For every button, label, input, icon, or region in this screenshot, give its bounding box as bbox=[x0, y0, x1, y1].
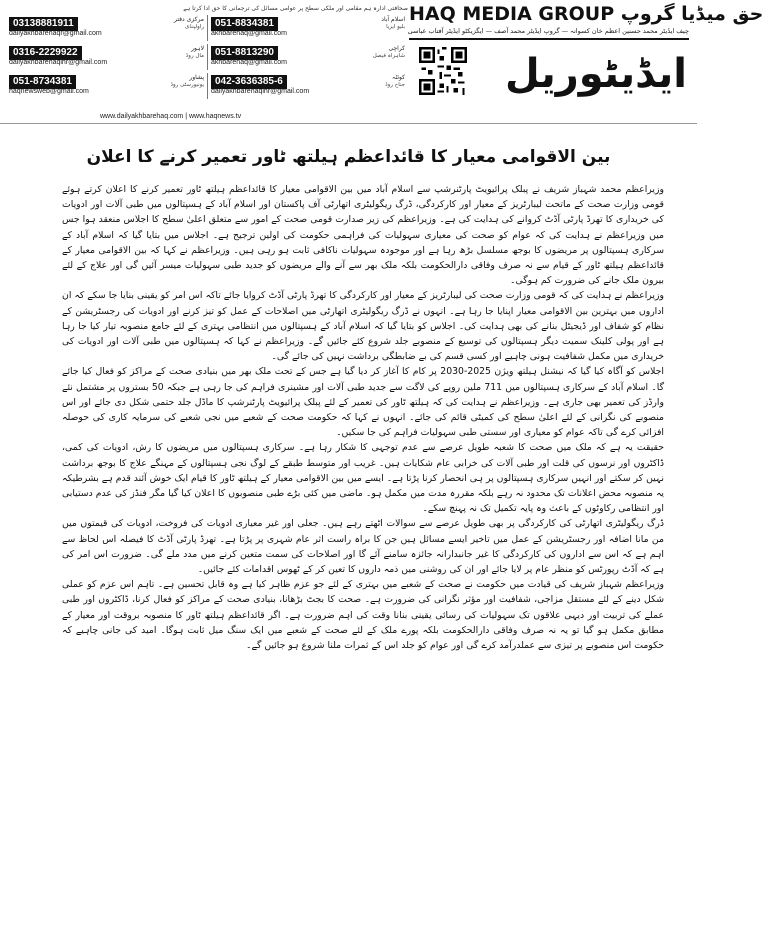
contact-phone: 051-8813290 bbox=[211, 46, 278, 60]
contact-row bbox=[6, 44, 408, 70]
body-paragraph: وزیراعظم نے ہدایت کی کہ قومی وزارت صحت کی لیبارٹریز کے معیار اور کارکردگی کا تھرڈ پارٹی آڈٹ کروایا جائے تاکہ اس امر کو یقینی بنایا جا سکے کہ ان اداروں میں بہترین بین الاقوامی معیار اپنایا جا رہا ہے۔ انہوں نے ڈرگ ریگولیٹری اتھارٹی میں اصلاحات کے عمل کو تیز کرنے اور ادویات کی رجسٹریشن کے نظام کو شفاف اور ڈیجیٹل بنانے کی بھی ہدایت کی۔ اجلاس کو بتایا گیا کہ اسلام آباد کے ہسپتالوں میں انتظامی بہتری کے لئے جامع منصوبہ تیار کیا جا رہا ہے اور پولی کلینک سمیت دیگر ہسپتالوں کی توسیع کے منصوبے جلد شروع کئے جائیں گے۔ وزیراعظم نے کہا کہ ہسپتالوں میں طبی آلات اور ادویات کی خریداری میں مکمل شفافیت ہونی چاہیے اور کسی قسم کی بے ضابطگی برداشت نہیں کی جائے گی۔ bbox=[62, 290, 664, 363]
contacts-block bbox=[6, 4, 408, 99]
contact-city: مرکزی دفتر bbox=[174, 16, 204, 23]
brand-block bbox=[407, 3, 763, 121]
body-paragraph: وزیراعظم محمد شہباز شریف نے پبلک پرائیویٹ پارٹنرشپ سے اسلام آباد میں بین الاقوامی معیار کا قائداعظم ہیلتھ ٹاور تعمیر کرنے کا اعلان کرتے ہوئے قومی وزارت صحت کے ماتحت لیبارٹریز کے معیار اور کارکردگی، ڈرگ ریگولیٹری اتھارٹی آف پاکستان اور اسلام آباد کے ہسپتالوں میں طبی آلات اور ادویات کی خریداری کا تھرڈ پارٹی آڈٹ کروانے کی ہدایت کی ہے۔ وزیراعظم کی زیر صدارت قومی صحت کے امور سے متعلق اعلیٰ سطح کا اجلاس منعقد ہوا جس میں وزیراعظم نے ہدایت کی کہ عوام کو صحت کی معیاری سہولیات کی فراہمی حکومت کی اولین ترجیح ہے۔ اجلاس میں بتایا گیا کہ اسلام آباد کے سرکاری ہسپتالوں پر مریضوں کا بوجھ مسلسل بڑھ رہا ہے اور موجودہ سہولیات ناکافی ثابت ہو رہی ہیں۔ وزیراعظم نے کہا کہ بین الاقوامی معیار کے قائداعظم ہیلتھ ٹاور کے قیام سے نہ صرف وفاقی دارالحکومت بلکہ ملک بھر سے آنے والے مریضوں کو جدید طبی سہولیات میسر آئیں گی اور علاج کے لئے بیرون ملک جانے کی ضرورت کم ہوگی۔ bbox=[62, 184, 664, 287]
contact-city: کراچی bbox=[388, 45, 405, 52]
contact-city: لاہور bbox=[191, 45, 204, 52]
contact-address: مال روڈ bbox=[185, 53, 204, 59]
contact-address: راولپنڈی bbox=[184, 24, 204, 30]
contact-city: پشاور bbox=[189, 74, 204, 81]
contact-address: جناح روڈ bbox=[385, 82, 405, 88]
contact-email: akhbarehaq@gmail.com bbox=[211, 30, 287, 37]
contact-cell bbox=[6, 44, 207, 70]
contact-email: haqnewsweb@gmail.com bbox=[9, 88, 89, 95]
contact-address: بلیو ایریا bbox=[386, 24, 405, 30]
body-paragraph: وزیراعظم شہباز شریف کی قیادت میں حکومت نے صحت کے شعبے میں بہتری کے لئے جو عزم ظاہر کیا ہے وہ قابل تحسین ہے۔ تاہم اس عزم کو عملی شکل دینے کے لئے مستقل مزاجی، شفافیت اور مؤثر نگرانی کی ضرورت ہے۔ صحت کا بجٹ بڑھانا، بنیادی صحت کے مراکز کو فعال کرنا، ڈاکٹروں اور طبی عملے کی تربیت اور دیہی علاقوں تک سہولیات کی رسائی یقینی بنانا وقت کی اہم ضرورت ہے۔ اگر قائداعظم ہیلتھ ٹاور کا منصوبہ بروقت اور معیار کے مطابق مکمل ہو گیا تو یہ نہ صرف وفاقی دارالحکومت بلکہ پورے ملک کے لئے صحت کے شعبے میں ایک سنگ میل ثابت ہوگا۔ امید کی جانی چاہیے کہ حکومت اس منصوبے پر تیزی سے عملدرآمد کرے گی اور عوام کو جلد اس کے ثمرات ملنا شروع ہو جائیں گے۔ bbox=[62, 579, 664, 652]
contact-phone: 042-3636385-6 bbox=[211, 75, 287, 89]
contact-address: یونیورسٹی روڈ bbox=[170, 82, 204, 88]
contact-email: akhbarehaq@gmail.com bbox=[211, 59, 287, 66]
contact-city: کوئٹہ bbox=[392, 74, 405, 81]
contact-city: اسلام آباد bbox=[381, 16, 405, 23]
contact-cell bbox=[207, 15, 408, 41]
contact-cell bbox=[207, 73, 408, 99]
contact-address: شاہراہ فیصل bbox=[372, 53, 405, 59]
contact-phone: 0316-2229922 bbox=[9, 46, 82, 60]
contact-email: dailyakhbarehaqlhr@gmail.com bbox=[9, 59, 108, 66]
body-paragraph: اجلاس کو آگاہ کیا گیا کہ نیشنل ہیلتھ ویژن 2025-2030 پر کام کا آغاز کر دیا گیا ہے جس کے تحت ملک بھر میں بنیادی صحت کے مراکز کو فعال کیا جائے گا۔ اسلام آباد کے سرکاری ہسپتالوں میں 711 ملین روپے کی لاگت سے جدید طبی آلات اور مشینری فراہم کی جا رہی ہے جبکہ 50 بستروں پر مشتمل نئے وارڈز کی تعمیر بھی جاری ہے۔ وزیراعظم نے ہدایت کی کہ ہیلتھ ٹاور کی تعمیر کے لئے پبلک پرائیویٹ پارٹنرشپ کا ماڈل جلد حتمی شکل دی جائے اور اس منصوبے کی نگرانی کے لئے اعلیٰ سطح کی کمیٹی قائم کی جائے۔ انہوں نے کہا کہ حکومت صحت کے شعبے میں نجی شعبے کی سرمایہ کاری کی حوصلہ افزائی کرے گی تاکہ عوام کو معیاری اور سستی طبی سہولیات فراہم کی جا سکیں۔ bbox=[62, 366, 664, 439]
editorial-headline: بین الاقوامی معیار کا قائداعظم ہیلتھ ٹاور تعمیر کرنے کا اعلان bbox=[86, 147, 611, 167]
contact-cell bbox=[207, 44, 408, 70]
body-paragraph: حقیقت یہ ہے کہ ملک میں صحت کا شعبہ طویل عرصے سے عدم توجہی کا شکار رہا ہے۔ سرکاری ہسپتالوں میں مریضوں کا رش، ادویات کی کمی، ڈاکٹروں اور نرسوں کی قلت اور طبی آلات کی خرابی عام شکایات ہیں۔ غریب اور متوسط طبقے کے لوگ نجی ہسپتالوں کے مہنگے علاج کا بوجھ برداشت نہیں کر سکتے اور انہیں سرکاری ہسپتالوں پر ہی انحصار کرنا پڑتا ہے۔ ایسے میں بین الاقوامی معیار کے ہیلتھ ٹاور کا قیام ایک خوش آئند قدم ہے بشرطیکہ یہ منصوبہ محض اعلانات تک محدود نہ رہے بلکہ مقررہ مدت میں مکمل ہو۔ ماضی میں کئی بڑے طبی منصوبوں کا اعلان کیا گیا مگر فنڈز کی عدم دستیابی اور انتظامی رکاوٹوں کے باعث وہ پایہ تکمیل تک نہ پہنچ سکے۔ bbox=[62, 442, 664, 515]
contact-cell bbox=[6, 15, 207, 41]
contact-cell bbox=[6, 73, 207, 99]
contact-phone: 051-8734381 bbox=[9, 75, 76, 89]
brand-name: HAQ MEDIA GROUP حق میڈیا گروپ bbox=[409, 3, 763, 25]
contact-phone: 051-8834381 bbox=[211, 17, 278, 31]
brand-rule bbox=[409, 38, 689, 40]
qr-code-icon[interactable] bbox=[419, 47, 467, 95]
contact-grid bbox=[6, 15, 408, 99]
contact-row bbox=[6, 15, 408, 41]
masthead bbox=[0, 0, 763, 124]
editorial-body bbox=[62, 182, 664, 942]
website-links[interactable]: www.dailyakhbarehaq.com | www.haqnews.tv bbox=[100, 113, 242, 120]
top-note: صحافتی ادارہ ہم مقامی اور ملکی سطح پر عوامی مسائل کی ترجمانی کا حق ادا کرتا ہے bbox=[183, 5, 408, 12]
contact-email: dailyakhbarehaqlhr@gmail.com bbox=[211, 88, 310, 95]
contact-row bbox=[6, 73, 408, 99]
contact-email: dailyakhbarehaqr@gmail.com bbox=[9, 30, 102, 37]
section-title: ایڈیٹوریل bbox=[504, 51, 687, 97]
staff-line: چیف ایڈیٹر محمد حسنین اعظم خان کسوانہ — گروپ ایڈیٹر محمد آصف — ایگزیکٹو ایڈیٹر آفتاب عباسی bbox=[407, 27, 689, 35]
contact-phone: 03138881911 bbox=[9, 17, 78, 31]
body-paragraph: ڈرگ ریگولیٹری اتھارٹی کی کارکردگی پر بھی طویل عرصے سے سوالات اٹھتے رہے ہیں۔ جعلی اور غیر معیاری ادویات کی فروخت، ادویات کی قیمتوں میں من مانا اضافہ اور رجسٹریشن کے عمل میں تاخیر ایسے مسائل ہیں جن کا براہ راست اثر عام شہری پر پڑتا ہے۔ تھرڈ پارٹی آڈٹ کا فیصلہ اس لحاظ سے اہم ہے کہ اس سے اداروں کی کارکردگی کا غیر جانبدارانہ جائزہ سامنے آئے گا اور اصلاحات کی سمت متعین کرنے میں مدد ملے گی۔ ضرورت اس امر کی ہے کہ آڈٹ رپورٹس کو منظر عام پر لایا جائے اور ان کی روشنی میں ذمہ داروں کا تعین کر کے ٹھوس اقدامات کئے جائیں۔ bbox=[62, 518, 664, 576]
